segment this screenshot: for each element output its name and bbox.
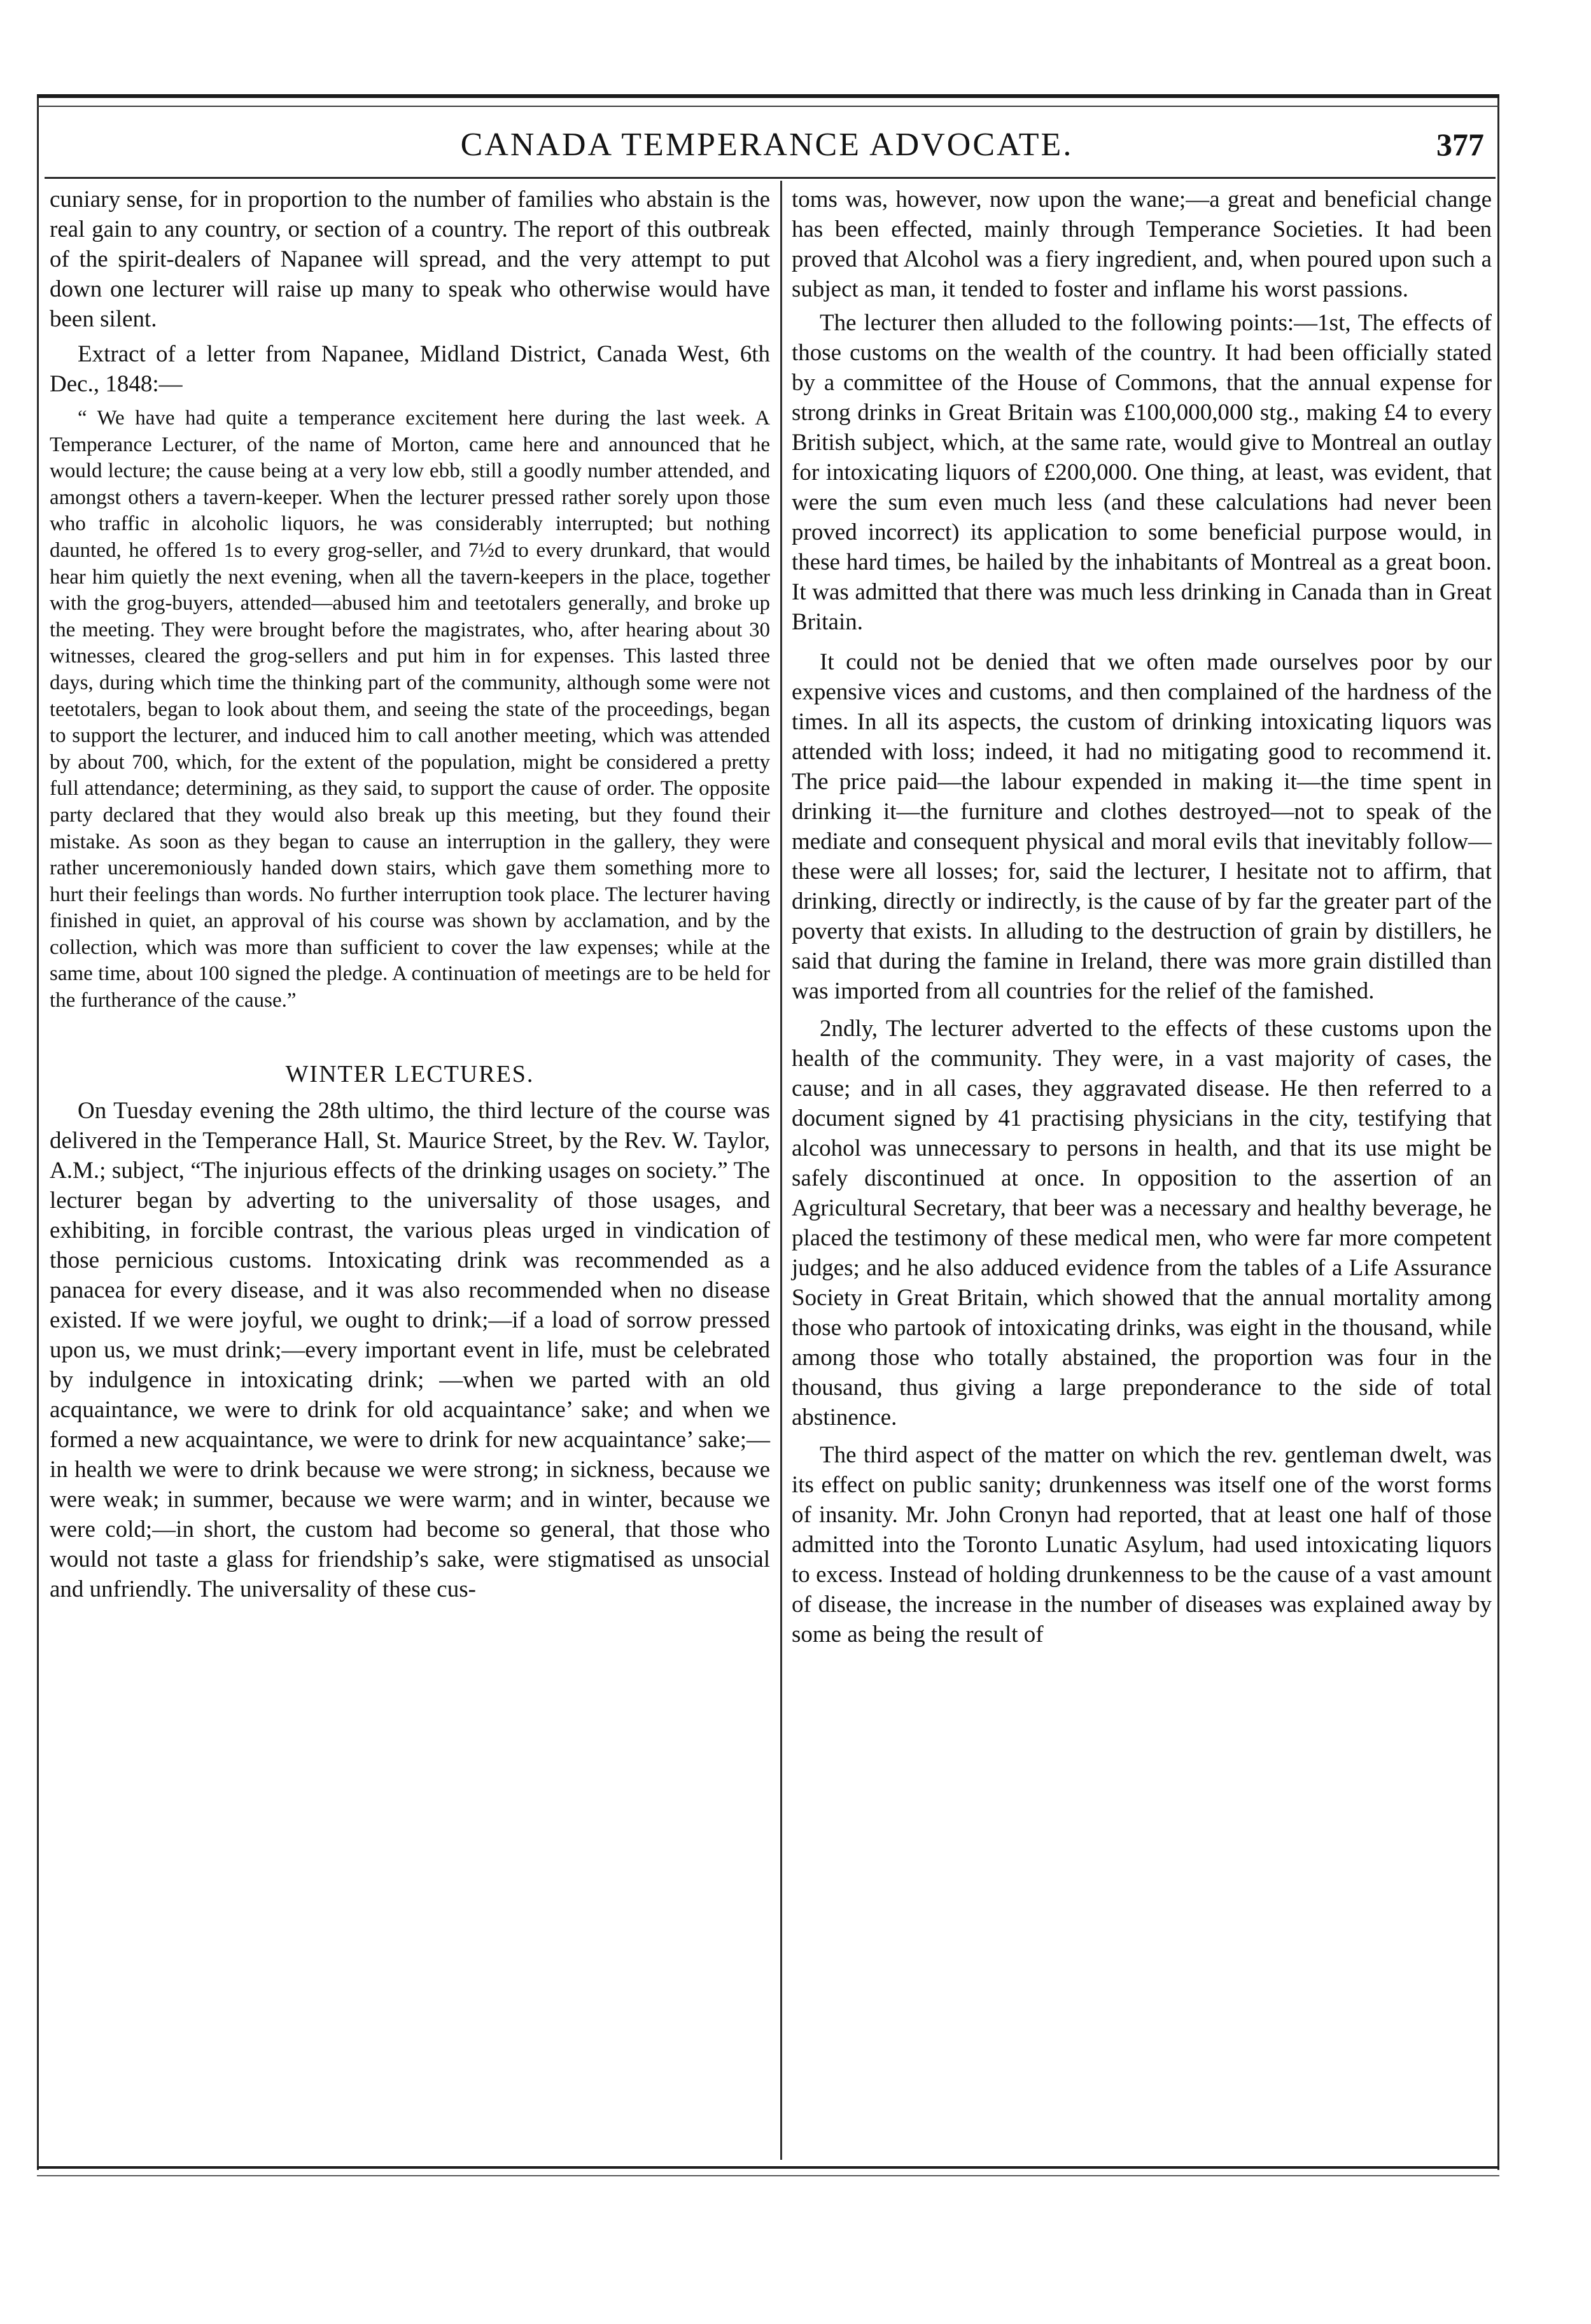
bottom-rule [37, 2166, 1499, 2169]
left-column [50, 185, 770, 1604]
paragraph-napanee-outbreak: cuniary sense, for in proportion to the number of families who abstain is the real gain to any country, or section of a country. The report of this outbreak of the spirit-dealers of Napanee will spread, and the very attempt to put down one lecturer will raise up many to speak who otherwise would have been silent. [50, 186, 770, 332]
page-number: 377 [1436, 127, 1484, 162]
running-title: CANADA TEMPERANCE ADVOCATE. [460, 127, 1074, 163]
section-heading: WINTER LECTURES. [285, 1060, 535, 1088]
paragraph-health: 2ndly, The lecturer adverted to the effects of these customs upon the health of the community. They were, in a vast majority of cases, the cause; and in all cases, they aggravated disease. He then referred to a document signed by 41 practising physicians in the city, testifying that alcohol was unnecessary to persons in health, and that its use might be safely discontinued at once. In opposition to the assertion of an Agricultural Secretary, that beer was a necessary and healthy beverage, he placed the testimony of these medical men, who were far more competent judges; and he also adduced evidence from the tables of a Life Assurance Society in Great Britain, which showed that the annual mortality among those who partook of intoxicating drinks, was eight in the thousand, while among those who totally abstained, the proportion was four in the thousand, thus giving a large preponderance to the side of total abstinence. [792, 1016, 1492, 1431]
top-rule-thin [37, 106, 1499, 107]
letter-quote: “ We have had quite a temperance excitement here during the last week. A Temperance Lecturer, of the name of Morton, came here and announced that he would lecture; the cause being at a very low ebb, still a goodly number attended, and amongst others a tavern-keeper. When the lecturer pressed rather sorely upon those who traffic in alcoholic liquors, he was considerably interrupted; but nothing daunted, he offered 1s to every grog-seller, and 7½d to every drunkard, that would hear him quietly the next evening, when all the tavern-keepers in the place, together with the grog-buyers, attended—abused him and teetotalers generally, and broke up the meeting. They were brought before the magistrates, who, after hearing about 30 witnesses, cleared the grog-sellers and put him in for expenses. This lasted three days, during which time the thinking part of the community, although some were not teetotalers, began to look about them, and seeing the state of the proceedings, began to support the lecturer, and induced him to call another meeting, which was attended by about 700, which, for the extent of the population, might be considered a pretty full attendance; determining, as they said, to support the cause of order. The opposite party declared that they would also break up this meeting, but they found their mistake. As soon as they began to cause an interruption in the gallery, they were rather unceremoniously handed down stairs, which gave them something more to hurt their feelings than words. No further interruption took place. The lecturer having finished in quiet, an approval of his course was shown by acclamation, and by the collection, which was more than sufficient to cover the law expenses; while at the same time, about 100 signed the pledge. A continuation of meetings are to be held for the furtherance of the cause.” [50, 407, 770, 1012]
top-rule [37, 94, 1499, 98]
running-header [45, 117, 1489, 174]
header-rule [45, 177, 1496, 179]
column-divider [780, 181, 782, 2160]
right-column [792, 185, 1492, 1649]
paragraph-wealth: The lecturer then alluded to the following points:—1st, The effects of those customs on the wealth of the country. It had been officially stated by a committee of the House of Commons, that the annual expense for strong drinks in Great Britain was £100,000,000 stg., making £4 to every British subject, which, at the same rate, would give to Montreal an outlay for intoxicating liquors of £200,000. One thing, at least, was evident, that were the sum even much less (and these calculations had never been proved incorrect) its application to some beneficial purpose would, in these hard times, be hailed by the inhabitants of Montreal as a great boon. It was admitted that there was much less drinking in Canada than in Great Britain. [792, 310, 1492, 635]
bottom-rule-thin [37, 2175, 1499, 2176]
paragraph-poverty: It could not be denied that we often made ourselves poor by our expensive vices and customs, and then complained of the hardness of the times. In all its aspects, the custom of drinking intoxicating liquors was attended with loss; indeed, it had no mitigating good to recommend it. The price paid—the labour expended in making it—the time spent in drinking it—the furniture and clothes destroyed—not to speak of the mediate and consequent physical and moral evils that inevitably follow—these were all losses; for, said the lecturer, I hesitate not to affirm, that drinking, directly or indirectly, is the cause of by far the greater part of the poverty that exists. In alluding to the destruction of grain by distillers, he said that during the famine in Ireland, there was more grain distilled than was imported from all countries for the relief of the famished. [792, 649, 1492, 1004]
letter-intro: Extract of a letter from Napanee, Midland District, Canada West, 6th Dec., 1848:— [50, 341, 770, 397]
paragraph-temperance-societies: toms was, however, now upon the wane;—a great and beneficial change has been effected, mainly through Temperance Societies. It had been proved that Alcohol was a fiery ingredient, and, when poured upon such a subject as man, it tended to foster and inflame his worst passions. [792, 186, 1492, 302]
paragraph-lecture-intro: On Tuesday evening the 28th ultimo, the third lecture of the course was delivered in the Temperance Hall, St. Maurice Street, by the Rev. W. Taylor, A.M.; subject, “The injurious effects of the drinking usages on society.” The lecturer began by adverting to the universality of those usages, and exhibiting, in forcible contrast, the various pleas urged in vindication of those pernicious customs. Intoxicating drink was recommended as a panacea for every disease, and it was also recommended when no disease existed. If we were joyful, we ought to drink;—if a load of sorrow pressed upon us, we must drink;—every important event in life, must be celebrated by indulgence in intoxicating drink; —when we parted with an old acquaintance, we were to drink for old acquaintance’ sake; and when we formed a new acquaintance, we were to drink for new acquaintance’ sake;—in health we were to drink because we were strong; in sickness, because we were weak; in summer, because we were warm; and in winter, because we were cold;—in short, the custom had become so general, that those who would not taste a glass for friendship’s sake, were stigmatised as unsocial and unfriendly. The universality of these cus- [50, 1097, 770, 1602]
paragraph-sanity: The third aspect of the matter on which the rev. gentleman dwelt, was its effect on public sanity; drunkenness was itself one of the worst forms of insanity. Mr. John Cronyn had reported, that at least one half of those admitted into the Toronto Lunatic Asylum, had used intoxicating liquors to excess. Instead of holding drunkenness to be the cause of a vast amount of disease, the increase in the number of diseases was explained away by some as being the result of [792, 1442, 1492, 1648]
